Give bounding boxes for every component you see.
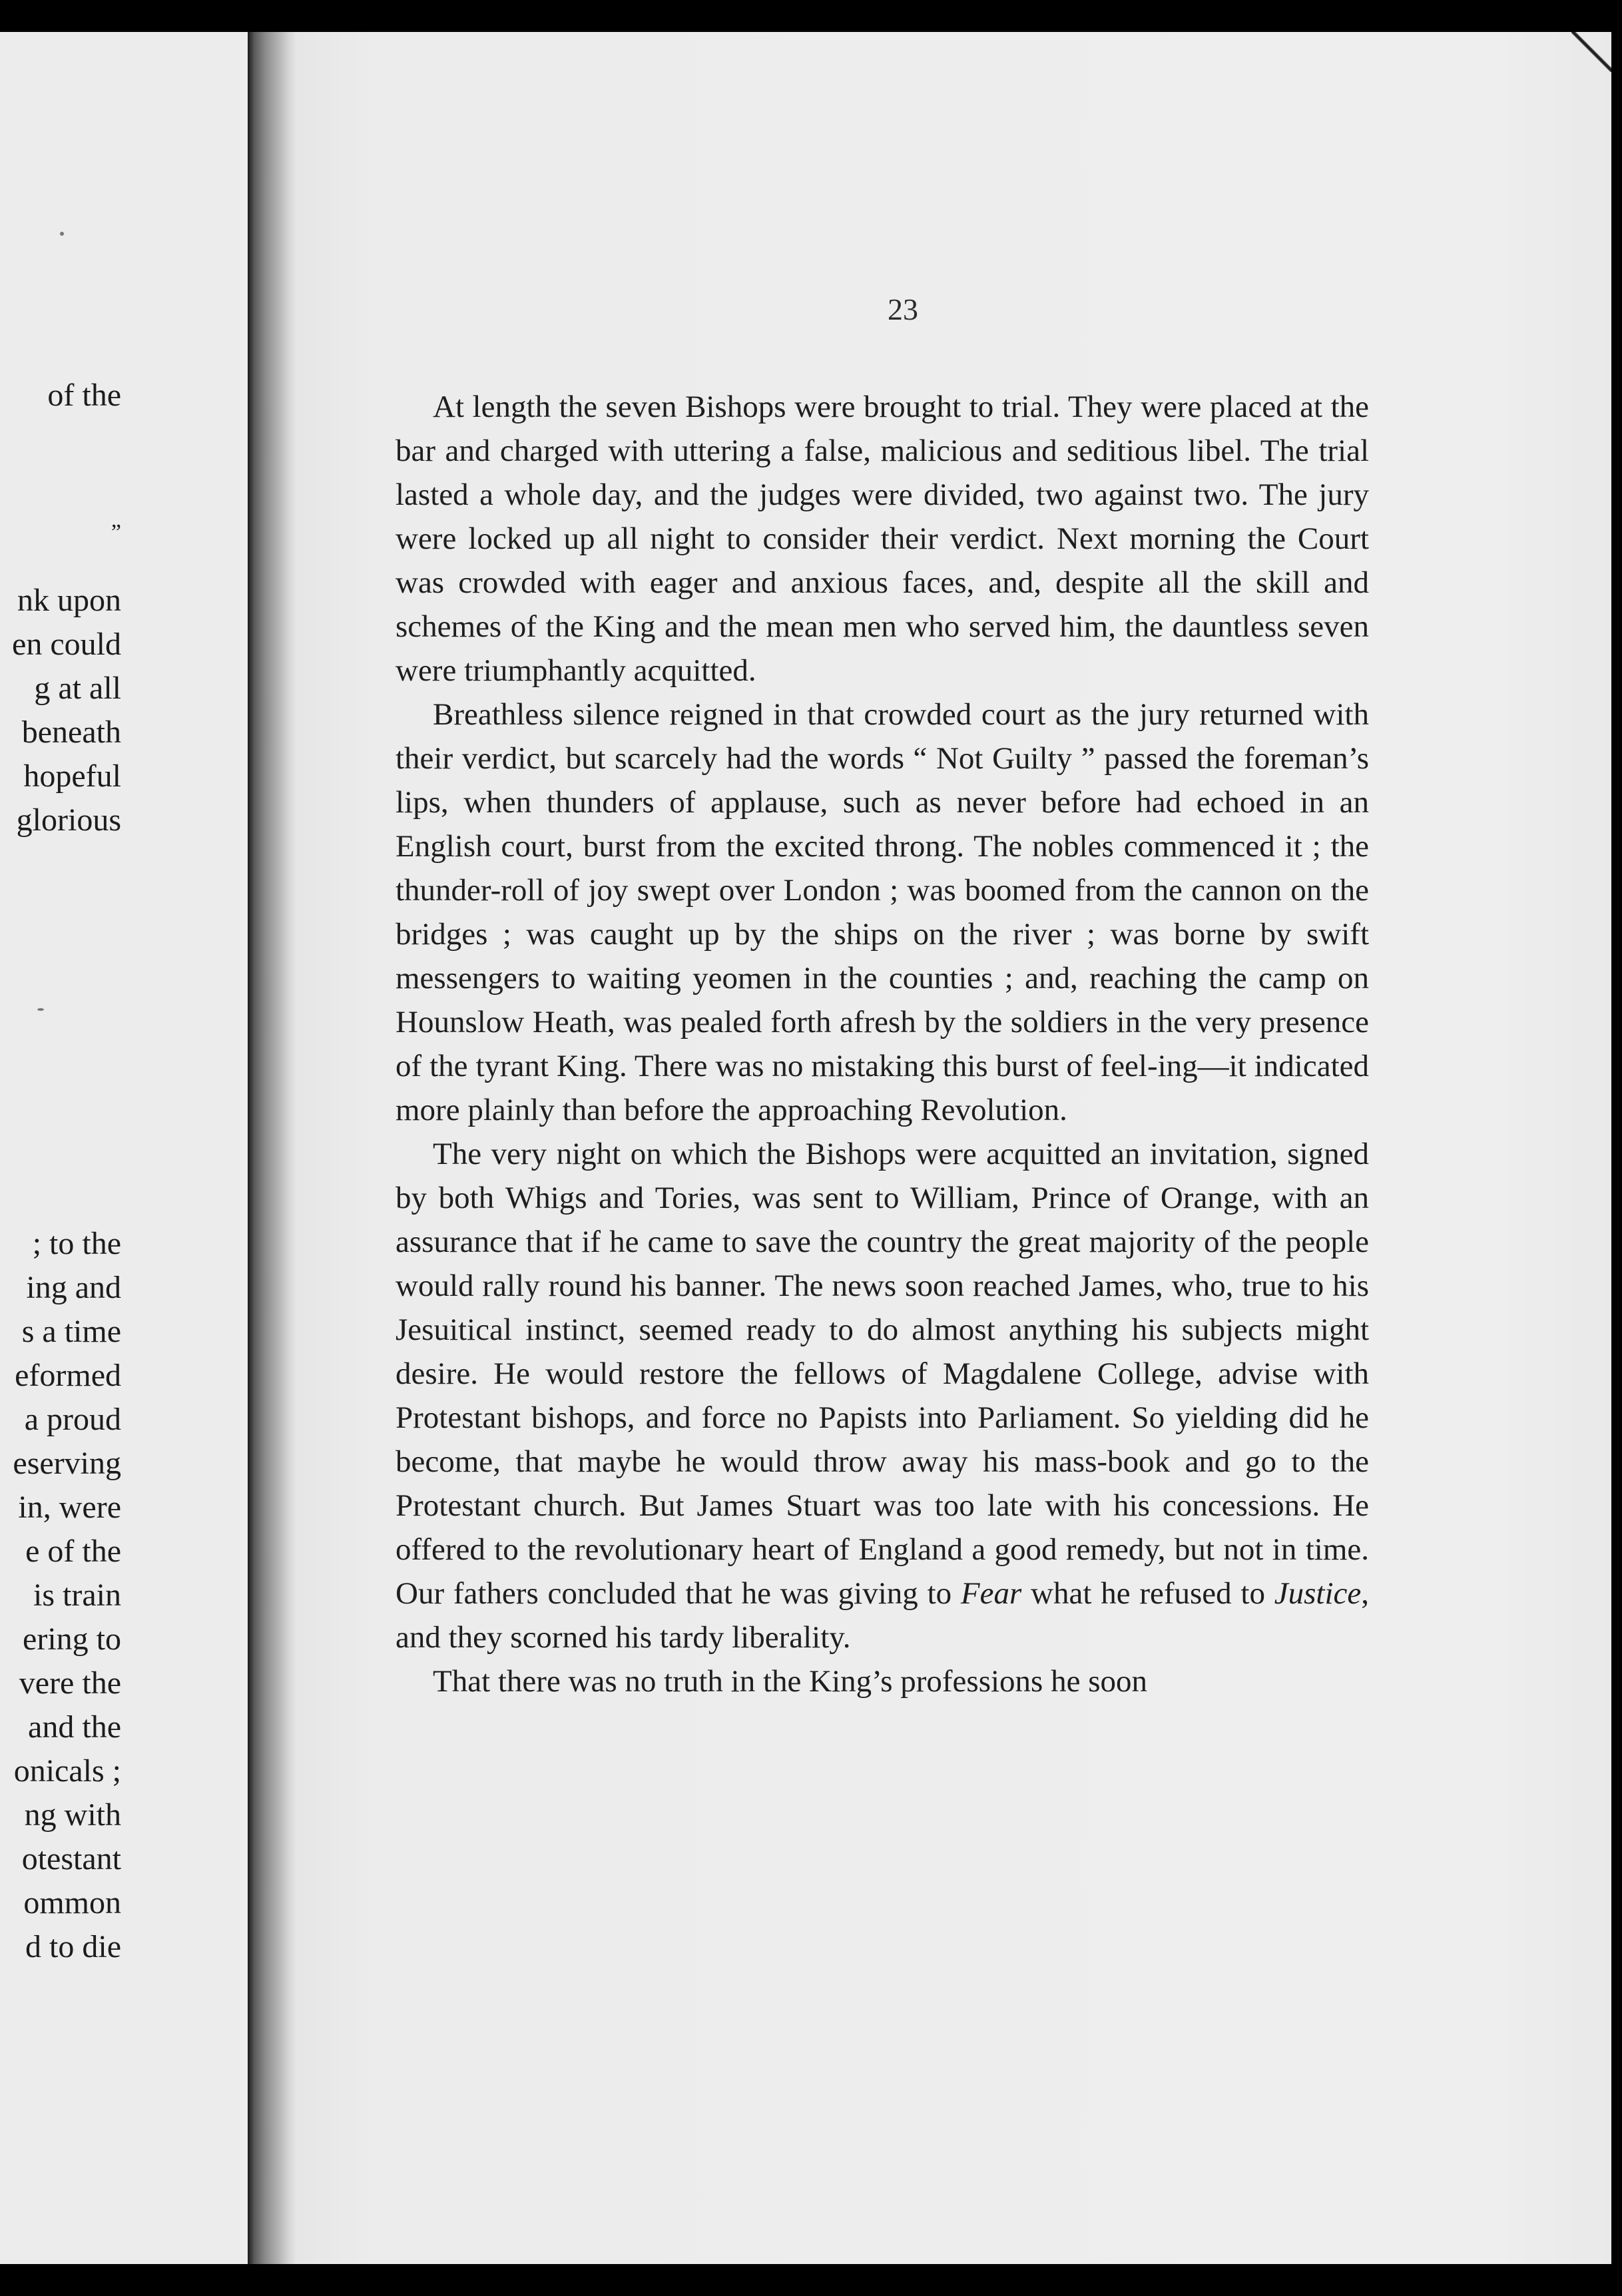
paragraph: That there was no truth in the King’s professions he soon	[433, 1664, 1147, 1699]
paragraph: At length the seven Bishops were brought to trial. They were placed at the bar and charged with uttering a false, malicious and seditious libel. The trial lasted a whole day, and the judges were divided, two against two. The jury were locked up all night to consider their verdict. Next morning the Court was crowded with eager and anxious faces, and, despite all the skill and schemes of the King and the mean men who served him, the dauntless seven were triumphantly acquitted.	[396, 390, 1369, 688]
left-page-fragment: en could	[12, 627, 121, 662]
left-page-fragment: onicals ;	[13, 1753, 121, 1789]
paragraph	[396, 1132, 1369, 1659]
paragraph-text: what he refused to	[1021, 1576, 1274, 1611]
left-page-fragment: beneath	[21, 715, 121, 750]
left-page-fragment: ing and	[26, 1270, 121, 1305]
left-page-fragment: ; to the	[32, 1226, 121, 1261]
left-page-fragment: vere the	[19, 1665, 121, 1701]
left-page-fragment: ommon	[23, 1885, 121, 1920]
paragraph: Breathless silence reigned in that crowded court as the jury returned with their verdict, but scarcely had the words “ Not Guilty ” passed the foreman’s lips, when thunders of applause, such as never before had echoed in an English court, burst from the excited throng. The nobles commenced it ; the thunder-roll of joy swept over London ; was boomed from the cannon on the bridges ; was caught up by the ships on the river ; was borne by swift messengers to waiting yeomen in the counties ; and, reaching the camp on Hounslow Heath, was pealed forth afresh by the soldiers in the very presence of the tyrant King. There was no mistaking this burst of feel-ing—it indicated more plainly than before the approaching Revolution.	[396, 697, 1369, 1127]
left-page-fragment: eformed	[15, 1358, 121, 1393]
left-page-fragment: d to die	[25, 1929, 121, 1964]
left-page-fragment: e of the	[25, 1534, 121, 1569]
left-page-fragment: of the	[47, 378, 121, 413]
left-page-fragment: s a time	[21, 1314, 121, 1349]
paper-speck	[60, 232, 64, 236]
left-page	[0, 32, 248, 2264]
left-page-fragment: ng with	[24, 1797, 121, 1833]
left-page-fragment: and the	[28, 1709, 121, 1745]
page-number: 23	[888, 292, 918, 326]
italic-word: Fear	[960, 1576, 1022, 1611]
book-gutter	[248, 32, 296, 2264]
left-page-fragment: glorious	[16, 802, 121, 838]
folded-corner	[1571, 32, 1611, 72]
left-page-fragment: a proud	[24, 1402, 121, 1437]
left-page-fragment: is train	[33, 1578, 121, 1613]
italic-word: Justice	[1274, 1576, 1362, 1611]
left-page-fragment: in, were	[18, 1490, 121, 1525]
left-page-fragment: ering to	[23, 1621, 121, 1657]
paragraph-text: , and they scorned his tardy liberality.	[396, 1576, 1369, 1655]
right-page	[296, 32, 1611, 2264]
left-page-fragment: hopeful	[23, 758, 121, 794]
paper-speck	[37, 1008, 44, 1011]
left-page-fragment: eserving	[13, 1446, 121, 1481]
left-page-fragment: ”	[111, 520, 121, 545]
left-page-fragment: otestant	[21, 1841, 121, 1876]
left-page-fragment: g at all	[34, 671, 121, 706]
paragraph-text: The very night on which the Bishops were acquitted an invitation, signed by both Whigs and Tories, was sent to William, Prince of Orange, with an assurance that if he came to save the country the great majority of the people would rally round his banner. The news soon reached James, who, true to his Jesuitical instinct, seemed ready to do almost anything his subjects might desire. He would restore the fellows of Magdalene College, advise with Protestant bishops, and force no Papists into Parliament. So yielding did he become, that maybe he would throw away his mass-book and go to the Protestant church. But James Stuart was too late with his concessions. He offered to the revolutionary heart of England a good remedy, but not in time. Our fathers concluded that he was giving to	[396, 1137, 1369, 1611]
left-page-fragment: nk upon	[17, 583, 121, 618]
page-body	[396, 385, 1369, 1703]
